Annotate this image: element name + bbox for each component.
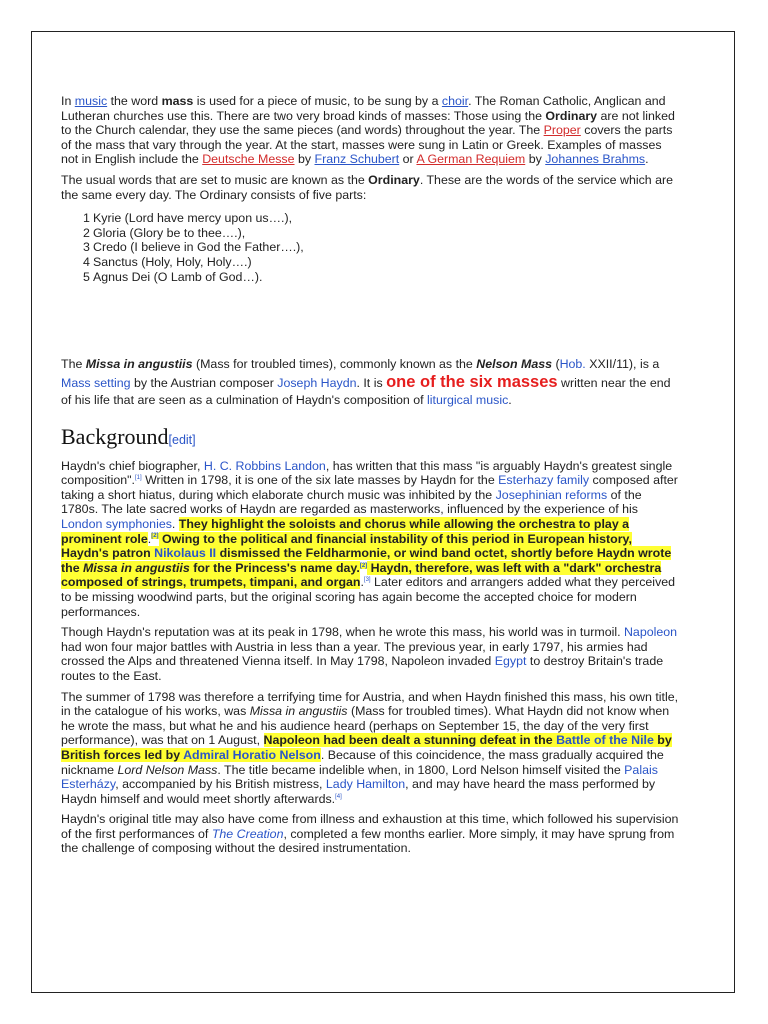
text: . Because of this coincidence, the mass gradually acquired the nickname: [61, 747, 664, 777]
intro-paragraph: [61, 94, 681, 167]
text: The summer of 1798 was therefore a terrifying time for Austria, and when Haydn finished this mass, his own title, in the catalogue of his works, was: [61, 689, 679, 719]
background-paragraph-3: [61, 690, 681, 807]
text: Haydn's chief biographer,: [61, 458, 204, 473]
list-number: 4: [83, 254, 90, 269]
text: composed after taking a short hiatus, during which elaborate church music was inhibited by the: [61, 473, 678, 502]
section-heading-background: [61, 424, 681, 453]
link-lady-hamilton[interactable]: Lady Hamilton: [325, 777, 406, 792]
list-item: [61, 255, 681, 270]
highlighted-text: Haydn, therefore, was left with a "dark" orchestra composed of strings, trumpets, timpani, and organ: [61, 560, 662, 590]
text: is used for a piece of music, to be sung by a: [193, 94, 442, 108]
ordinary-parts-list: [61, 211, 681, 284]
term-missa: Missa in angustiis: [85, 357, 193, 372]
link-admiral-nelson[interactable]: Admiral Horatio Nelson: [183, 747, 321, 762]
list-number: 5: [83, 269, 90, 284]
text: Lord Nelson Mass: [117, 762, 218, 777]
ordinary-paragraph: [61, 173, 681, 202]
link-german-requiem[interactable]: A German Requiem: [416, 152, 526, 167]
highlighted-text: Napoleon had been dealt a stunning defeat in the: [263, 733, 557, 748]
link-joseph-haydn[interactable]: Joseph Haydn: [277, 375, 357, 390]
link-the-creation[interactable]: The Creation: [211, 826, 284, 841]
text: The usual words that are set to music are known as the: [61, 172, 369, 187]
nelson-mass-paragraph: [61, 356, 681, 410]
text: are not linked to the Church calendar, they use the same pieces (and words) throughout the year. The: [61, 108, 675, 138]
list-text: Gloria (Glory be to thee….),: [93, 225, 246, 240]
term-mass: mass: [161, 94, 194, 108]
text: , completed a few months earlier. More simply, it may have sprung from the challenge of composing without the desired instrumentation.: [61, 826, 675, 856]
list-number: 2: [83, 225, 90, 240]
text: by: [294, 152, 315, 167]
link-palais-esterhazy[interactable]: Palais Esterházy: [61, 762, 658, 792]
reference-3[interactable]: [3]: [363, 577, 371, 584]
text: the word: [107, 94, 162, 108]
background-paragraph-2: [61, 625, 681, 683]
document-body: [61, 94, 681, 862]
link-egypt[interactable]: Egypt: [494, 654, 527, 669]
text: . The Roman Catholic, Anglican and Lutheran churches use this. There are two very broad kinds of masses: Those using the: [61, 94, 666, 123]
list-item: [61, 270, 681, 285]
highlighted-text: for the Princess's name day.: [189, 560, 360, 575]
link-mass-setting[interactable]: Mass setting: [61, 375, 131, 390]
link-choir[interactable]: choir: [441, 94, 469, 108]
text: (: [552, 357, 560, 372]
term-ordinary: Ordinary: [368, 172, 420, 187]
link-music[interactable]: music: [74, 94, 108, 108]
background-paragraph-1: [61, 459, 681, 620]
text: .: [360, 575, 364, 590]
heading-text: Background: [61, 423, 169, 449]
text: Missa in angustiis: [249, 704, 348, 719]
text: . These are the words of the service which are the same every day. The Ordinary consists of five parts:: [61, 172, 674, 202]
term-nelson-mass: Nelson Mass: [476, 357, 552, 372]
text: . It is: [356, 375, 387, 390]
link-esterhazy-family[interactable]: Esterhazy family: [498, 473, 590, 488]
link-deutsche-messe[interactable]: Deutsche Messe: [202, 152, 295, 167]
text: or: [399, 152, 417, 167]
list-text: Kyrie (Lord have mercy upon us….),: [93, 211, 293, 226]
highlighted-text: They highlight the soloists and chorus while allowing the orchestra to play a prominent role: [61, 517, 630, 546]
link-robbins-landon[interactable]: H. C. Robbins Landon: [203, 458, 326, 473]
link-nikolaus-ii[interactable]: Nikolaus II: [154, 546, 217, 561]
text: The: [61, 357, 86, 372]
text: Haydn's original title may also have come from illness and exhaustion at this time, which followed his supervision of the first performances of: [61, 812, 679, 841]
reference-4[interactable]: [4]: [335, 793, 342, 800]
text: XXII/11), is a: [585, 357, 660, 372]
link-franz-schubert[interactable]: Franz Schubert: [314, 152, 400, 167]
link-london-symphonies[interactable]: London symphonies: [61, 517, 172, 531]
list-item: [61, 211, 681, 226]
list-text: Agnus Dei (O Lamb of God…).: [93, 269, 263, 284]
spacer: [61, 284, 681, 356]
text: .: [645, 152, 649, 167]
background-paragraph-4: [61, 812, 681, 856]
text: .: [171, 517, 179, 531]
text: to destroy Britain's trade routes to the East.: [61, 654, 664, 683]
text: (Mass for troubled times). What Haydn did not know when he wrote the mass, but what he and his audience heard (perhaps on September 15, the day of the very first performance), was that on 1 August,: [61, 704, 670, 748]
list-item: [61, 226, 681, 241]
text: , accompanied by his British mistress,: [115, 777, 326, 792]
reference-2b[interactable]: [2]: [359, 562, 368, 569]
text: Written in 1798, it is one of the six late masses by Haydn for the: [141, 473, 499, 488]
text: Later editors and arrangers added what they perceived to be missing woodwind parts, but the original scoring has again become the accepted choice for modern performances.: [61, 575, 676, 619]
highlighted-text: Owing to the political and financial instability of this period in European history, Haydn's patron: [61, 531, 632, 561]
text: , and may have heard the mass performed by Haydn himself and would meet shortly afterwards.: [61, 777, 656, 806]
reference-1[interactable]: [1]: [134, 475, 142, 482]
text: , has written that this mass "is arguably Haydn's greatest single composition".: [61, 458, 673, 488]
text: of the 1780s. The late sacred works of Haydn are regarded as masterworks, influenced by the experience of his: [61, 487, 642, 517]
text: In: [61, 94, 75, 108]
text: .: [147, 531, 152, 546]
link-battle-of-the-nile[interactable]: Battle of the Nile: [556, 733, 654, 748]
link-liturgical-music[interactable]: liturgical music: [427, 393, 509, 408]
text: written near the end of his life that are seen as a culmination of Haydn's composition of: [61, 375, 671, 408]
list-number: 3: [83, 240, 90, 255]
text: by: [525, 152, 546, 167]
list-number: 1: [83, 211, 90, 226]
text: covers the parts of the mass that vary through the year. At the start, masses were sung in Latin or Greek. Examples of masses not in English include the: [61, 123, 673, 167]
link-josephinian-reforms[interactable]: Josephinian reforms: [495, 487, 608, 502]
edit-link[interactable]: [edit]: [168, 432, 196, 447]
link-johannes-brahms[interactable]: Johannes Brahms: [545, 152, 646, 167]
highlighted-text: dismissed the Feldharmonie, or wind band octet, shortly before Haydn wrote the: [61, 546, 672, 575]
link-hob[interactable]: Hob.: [559, 357, 586, 372]
link-napoleon[interactable]: Napoleon: [623, 625, 678, 640]
highlighted-text: Missa in angustiis: [83, 560, 190, 575]
text: .: [508, 393, 512, 408]
text: had won four major battles with Austria in less than a year. The previous year, in early 1797, his armies had crossed the Alps and threatened Vienna itself. In May 1798, Napoleon invaded: [61, 639, 648, 669]
list-item: [61, 240, 681, 255]
link-proper[interactable]: Proper: [543, 123, 581, 138]
emphasis-six-masses: one of the six masses: [386, 372, 558, 391]
text: by the Austrian composer: [130, 375, 278, 390]
term-ordinary: Ordinary: [545, 108, 598, 123]
highlighted-text: by British forces led by: [61, 733, 672, 762]
list-text: Sanctus (Holy, Holy, Holy….): [93, 254, 252, 269]
reference-2[interactable]: [2]: [151, 533, 159, 540]
text: Though Haydn's reputation was at its peak in 1798, when he wrote this mass, his world was in turmoil.: [61, 625, 624, 640]
text: (Mass for troubled times), commonly known as the: [192, 357, 477, 372]
list-text: Credo (I believe in God the Father….),: [93, 240, 304, 255]
text: . The title became indelible when, in 1800, Lord Nelson himself visited the: [217, 762, 625, 777]
